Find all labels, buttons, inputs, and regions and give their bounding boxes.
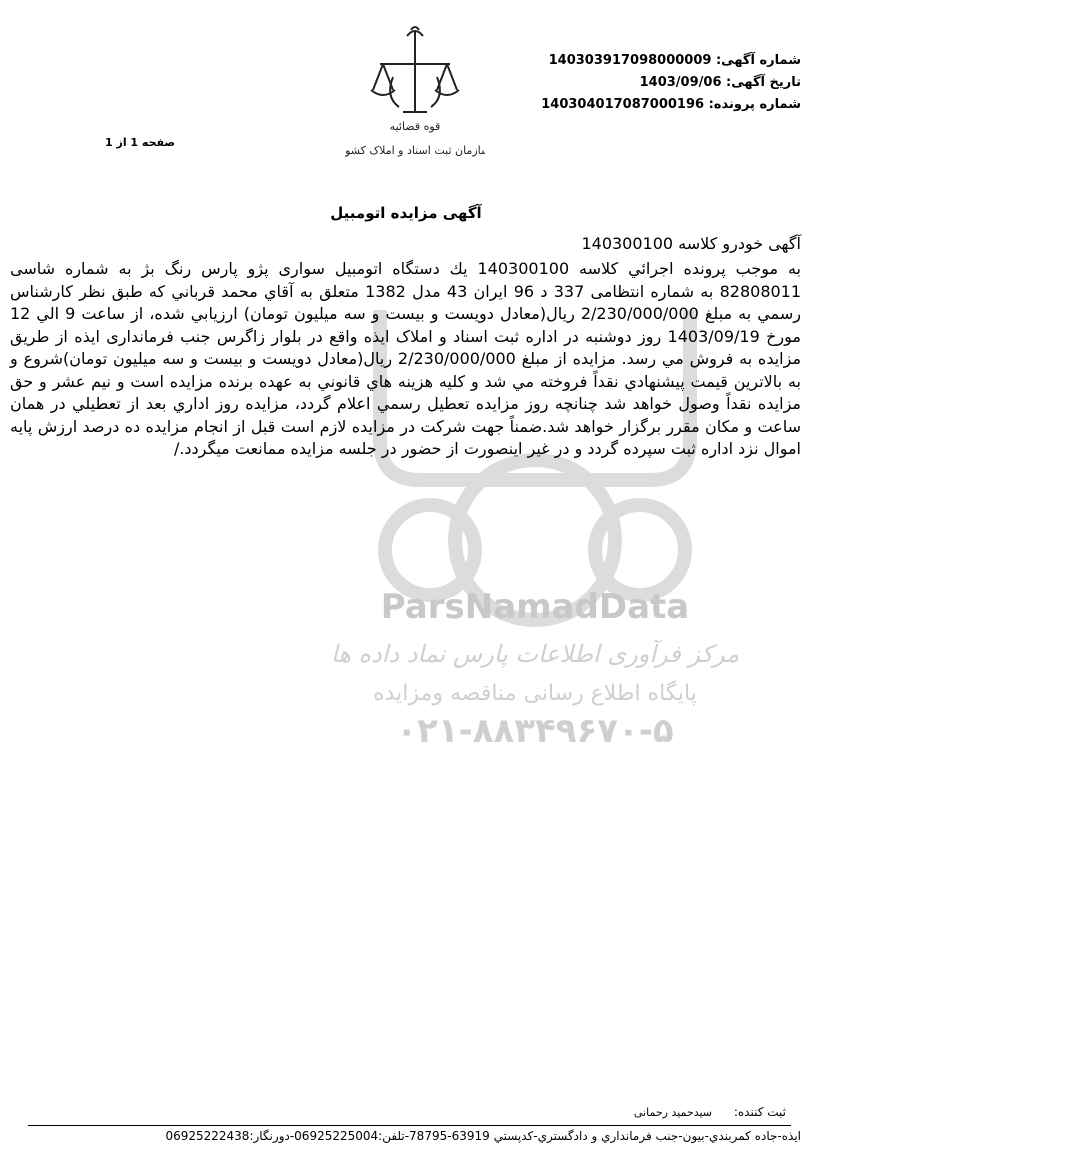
- registrar-label: ثبت کننده:: [733, 1105, 786, 1119]
- ad-meta: [541, 50, 801, 116]
- emblem-caption-1: قوه قضائیه: [389, 120, 441, 133]
- ad-body-text: به موجب پرونده اجرائي كلاسه 140300100 يك دستگاه اتومبيل سواری پژو پارس رنگ بژ به شماره شاسی 82808011 به شماره انتظامی 337 د 96 ایران 43 مدل 1382 متعلق به آقاي محمد قرباني كه طبق نظر كارشناس رسمي به مبلغ 2/230/000/000 ريال(معادل دويست و بيست و سه ميليون تومان) ارزيابي شده، از ساعت 9 الي 12 مورخ 1403/09/19 روز دوشنبه در اداره ثبت اسناد و املاک ایذه واقع در بلوار زاگرس جنب فرمانداری ایذه از طريق مزايده به فروش مي رسد. مزايده از مبلغ 2/230/000/000 ريال(معادل دويست و بيست و سه ميليون تومان)شروع و به بالاترين قيمت پيشنهادي نقداً فروخته مي شد و كليه هزينه هاي قانوني به عهده برنده مزايده است و نيم عشر و حق مزايده نقداً وصول خواهد شد چنانچه روز مزايده تعطيل رسمي اعلام گردد، مزايده روز اداري بعد از تعطيلي در همان ساعت و مكان مقرر برگزار خواهد شد.ضمناً جهت شركت در مزايده لازم است قبل از انجام مزايده ده درصد ارزش پايه اموال نزد اداره ثبت سپرده گردد و در غير اينصورت از حضور در جلسه مزايده ممانعت ميگردد./: [10, 259, 802, 458]
- registrar: [634, 1105, 786, 1119]
- watermark-phone: ۰۲۱-۸۸۳۴۹۶۷۰-۵: [396, 711, 674, 750]
- registrar-name: سیدحمید رحمانی: [633, 1106, 713, 1119]
- file-number-label: شماره پرونده:: [708, 97, 801, 112]
- ad-title: آگهی مزایده اتومبیل: [330, 204, 482, 222]
- ad-date-label: تاریخ آگهی:: [726, 75, 801, 90]
- ad-subtitle: آگهی خودرو کلاسه 140300100: [581, 234, 801, 253]
- watermark-line2: پایگاه اطلاع رسانی مناقصه ومزایده: [373, 681, 697, 706]
- footer-divider: [28, 1125, 791, 1126]
- file-number: 140304017087000196: [541, 97, 705, 112]
- emblem-caption-2: سازمان ثبت اسناد و املاک کشور: [345, 144, 485, 157]
- ad-date: 1403/09/06: [639, 75, 722, 90]
- judiciary-emblem: [345, 22, 485, 167]
- ad-number-label: شماره آگهی:: [715, 53, 801, 68]
- ad-number-row: [541, 50, 801, 72]
- file-number-row: [541, 94, 801, 116]
- ad-date-row: [541, 72, 801, 94]
- watermark-line1: مرکز فرآوری اطلاعات پارس نماد داده ها: [330, 640, 740, 668]
- page-indicator: صفحه 1 از 1: [105, 136, 176, 149]
- ad-number: 140303917098000009: [548, 53, 712, 68]
- watermark-brand: ParsNamadData: [380, 587, 690, 627]
- footer-address: ایذه-جاده کمربندي-بیون-جنب فرمانداري و دادگستري-کدپستي 63919-78795-تلفن:06925225004-دورنگار:06925222438: [165, 1129, 801, 1143]
